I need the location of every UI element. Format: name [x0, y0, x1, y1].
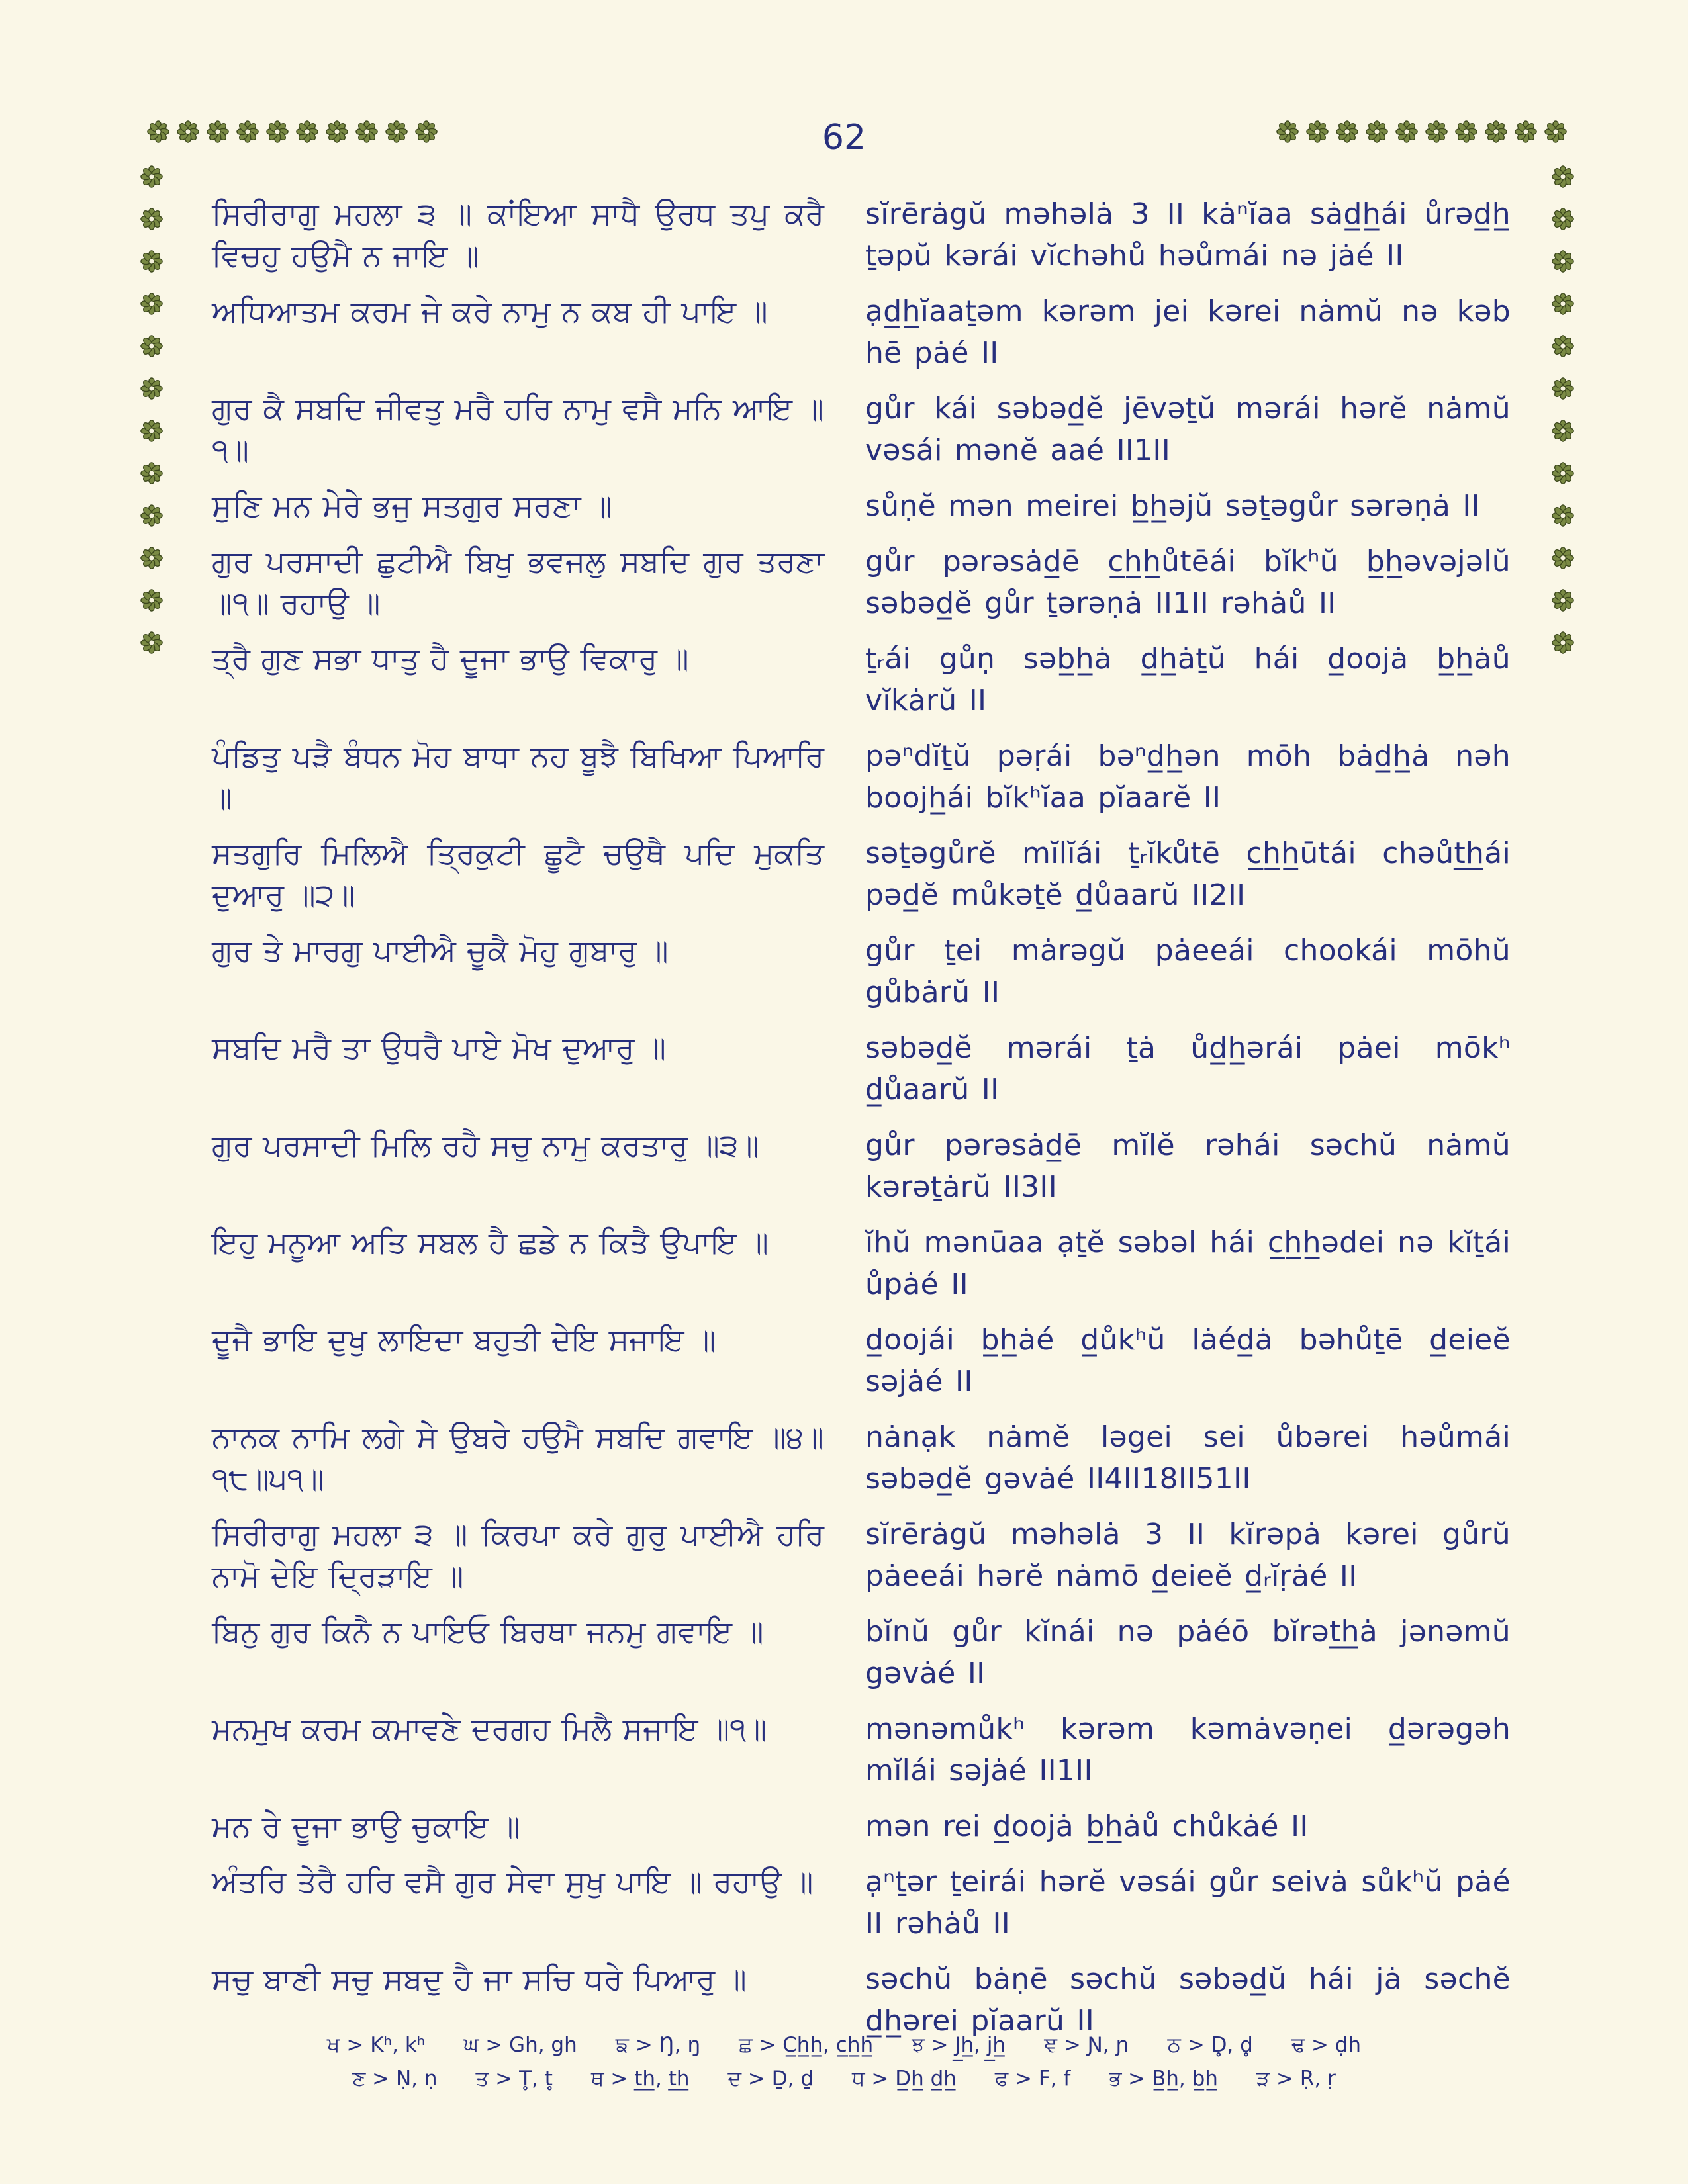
flower-ornament-icon: [326, 120, 348, 143]
legend-entry: ਤ > T̥, t̥: [475, 2067, 553, 2091]
flower-ornament-icon: [1366, 120, 1388, 143]
gurmukhi-verse: ਪੰਡਿਤੁ ਪੜੈ ਬੰਧਨ ਮੋਹ ਬਾਧਾ ਨਹ ਬੂਝੈ ਬਿਖਿਆ ਪਿਆਰਿ ॥: [212, 738, 824, 815]
gurmukhi-verse: ਇਹੁ ਮਨੂਆ ਅਤਿ ਸਬਲ ਹੈ ਛਡੇ ਨ ਕਿਤੈ ਉਪਾਇ ॥: [212, 1224, 769, 1260]
gurmukhi-verse: ਅੰਤਰਿ ਤੇਰੈ ਹਰਿ ਵਸੈ ਗੁਰ ਸੇਵਾ ਸੁਖੁ ਪਾਇ ॥ ਰਹਾਉ ॥: [212, 1864, 814, 1899]
flower-ornament-icon: [415, 120, 438, 143]
legend-entry: ਢ > ḍh: [1291, 2033, 1362, 2057]
verse-row: [212, 1222, 1511, 1305]
gurmukhi-verse: ਅਧਿਆਤਮ ਕਰਮ ਜੇ ਕਰੇ ਨਾਮੁ ਨ ਕਬ ਹੀ ਪਾਇ ॥: [212, 293, 768, 329]
ornament-row-top-left: [147, 120, 438, 143]
verse-row: [212, 541, 1511, 624]
legend-entry: ਖ > Kʰ, kʰ: [326, 2033, 426, 2057]
gurmukhi-verse: ਸਚੁ ਬਾਣੀ ਸਚੁ ਸਬਦੁ ਹੈ ਜਾ ਸਚਿ ਧਰੇ ਪਿਆਰੁ ॥: [212, 1961, 747, 1997]
verse-row: [212, 1124, 1511, 1208]
roman-transliteration: səbəd̲ĕ mərái ṯȧ ůd̲h̲ərái pȧei mōkʰ d̲ůaarŭ II: [865, 1031, 1511, 1107]
gurmukhi-verse: ਸਤਗੁਰਿ ਮਿਲਿਐ ਤ੍ਰਿਕੁਟੀ ਛੂਟੈ ਚਉਥੈ ਪਦਿ ਮੁਕਤਿ ਦੁਆਰੁ ॥੨॥: [212, 835, 824, 913]
gurmukhi-verse: ਗੁਰ ਤੇ ਮਾਰਗੁ ਪਾਈਐ ਚੂਕੈ ਮੋਹੁ ਗੁਬਾਰੁ ॥: [212, 933, 669, 968]
flower-ornament-icon: [1306, 120, 1329, 143]
gurmukhi-verse: ਸਬਦਿ ਮਰੈ ਤਾ ਉਧਰੈ ਪਾਏ ਮੋਖ ਦੁਆਰੁ ॥: [212, 1030, 666, 1066]
legend-row-2: [352, 2067, 1336, 2091]
roman-transliteration: ạⁿṯər ṯeirái hərĕ vəsái gůr seivȧ sůkʰŭ pȧé II rəhȧů II: [865, 1865, 1511, 1940]
flower-ornament-icon: [140, 165, 163, 188]
roman-transliteration: sĭrērȧgŭ məhəlȧ 3 II kĭrəpȧ kərei gůrŭ pȧeeái hərĕ nȧmō d̲eieĕ d̲ᵣĭṛȧé II: [865, 1518, 1511, 1593]
legend-entry: ਙ > Ŋ, ŋ: [615, 2033, 701, 2057]
ornament-row-top-right: [1276, 120, 1567, 143]
roman-transliteration: sůṇĕ mən meirei b̲h̲əjŭ səṯəgůr sərəṇȧ II: [865, 489, 1480, 523]
roman-transliteration: nȧnạk nȧmĕ ləgei sei ůbərei həůmái səbəd̲ĕ gəvȧé II4II18II51II: [865, 1420, 1511, 1496]
flower-ornament-icon: [1395, 120, 1418, 143]
flower-ornament-icon: [1552, 208, 1574, 230]
legend-entry: ਫ > F, f: [994, 2067, 1071, 2091]
page-number: 62: [821, 118, 867, 158]
legend-entry: ਦ > Ḏ, ḏ: [727, 2067, 814, 2091]
flower-ornament-icon: [1552, 250, 1574, 273]
flower-ornament-icon: [355, 120, 378, 143]
verse-row: [212, 193, 1511, 277]
flower-ornament-icon: [1552, 377, 1574, 400]
flower-ornament-icon: [1552, 293, 1574, 315]
flower-ornament-icon: [1552, 165, 1574, 188]
legend-entry: ਣ > Ṇ, ṇ: [352, 2067, 438, 2091]
verse-row: [212, 1319, 1511, 1402]
flower-ornament-icon: [140, 208, 163, 230]
verse-row: [212, 833, 1511, 916]
flower-ornament-icon: [1552, 335, 1574, 357]
legend-entry: ਠ > D̥, d̥: [1167, 2033, 1253, 2057]
verse-row: [212, 735, 1511, 819]
flower-ornament-icon: [236, 120, 259, 143]
gurmukhi-verse: ਗੁਰ ਕੈ ਸਬਦਿ ਜੀਵਤੁ ਮਰੈ ਹਰਿ ਨਾਮੁ ਵਸੈ ਮਨਿ ਆਇ ॥੧॥: [212, 390, 824, 468]
ornament-column-right: [1552, 165, 1574, 654]
verse-row: [212, 1027, 1511, 1111]
verse-row: [212, 1514, 1511, 1597]
gurmukhi-verse: ਮਨਮੁਖ ਕਰਮ ਕਮਾਵਣੇ ਦਰਗਹ ਮਿਲੈ ਸਜਾਇ ॥੧॥: [212, 1711, 767, 1747]
flower-ornament-icon: [140, 250, 163, 273]
flower-ornament-icon: [1544, 120, 1567, 143]
roman-transliteration: mənəmůkʰ kərəm kəmȧvəṇei d̲ərəgəh mĭlái səjȧé II1II: [865, 1712, 1511, 1788]
legend-entry: ਥ > t̲h̲, t̲h̲: [590, 2067, 690, 2091]
verse-row: [212, 1611, 1511, 1694]
flower-ornament-icon: [177, 120, 199, 143]
flower-ornament-icon: [1425, 120, 1448, 143]
flower-ornament-icon: [1552, 547, 1574, 569]
gurmukhi-verse: ਸੁਣਿ ਮਨ ਮੇਰੇ ਭਜੁ ਸਤਗੁਰ ਸਰਣਾ ॥: [212, 488, 613, 523]
legend-row-1: [327, 2033, 1361, 2058]
roman-transliteration: gůr kái səbəd̲ĕ jēvəṯŭ mərái hərĕ nȧmŭ vəsái mənĕ aaé II1II: [865, 392, 1511, 467]
legend-entry: ੜ > Ṛ, ṛ: [1256, 2067, 1336, 2091]
flower-ornament-icon: [140, 547, 163, 569]
verse-rows: [212, 193, 1511, 2056]
legend-entry: ਞ > Ɲ, ɲ: [1044, 2033, 1129, 2057]
flower-ornament-icon: [140, 420, 163, 442]
roman-transliteration: səchŭ bȧṇē səchŭ səbəd̲ŭ hái jȧ səchĕ d̲h̲ərei pĭaarŭ II: [865, 1962, 1511, 2038]
flower-ornament-icon: [1515, 120, 1537, 143]
flower-ornament-icon: [1552, 420, 1574, 442]
flower-ornament-icon: [1455, 120, 1477, 143]
flower-ornament-icon: [1552, 589, 1574, 612]
flower-ornament-icon: [207, 120, 229, 143]
flower-ornament-icon: [266, 120, 289, 143]
roman-transliteration: gůr pərəsȧd̲ē c̲h̲h̲ůtēái bĭkʰŭ b̲h̲əvəjəlŭ səbəd̲ĕ gůr ṯərəṇȧ II1II rəhȧů II: [865, 545, 1511, 620]
flower-ornament-icon: [140, 631, 163, 654]
ornament-column-left: [140, 165, 163, 654]
gurmukhi-verse: ਸਿਰੀਰਾਗੁ ਮਹਲਾ ੩ ॥ ਕਾਂਇਆ ਸਾਧੈ ਉਰਧ ਤਪੁ ਕਰੈ ਵਿਚਹੁ ਹਉਮੈ ਨ ਜਾਇ ॥: [212, 196, 824, 273]
flower-ornament-icon: [140, 589, 163, 612]
flower-ornament-icon: [296, 120, 318, 143]
verse-row: [212, 1861, 1511, 1944]
flower-ornament-icon: [1552, 504, 1574, 527]
roman-transliteration: gůr ṯei mȧrəgŭ pȧeeái chookái mōhŭ gůbȧrŭ II: [865, 934, 1511, 1009]
flower-ornament-icon: [140, 462, 163, 484]
legend-entry: ਘ > Gh, gh: [463, 2033, 577, 2057]
verse-row: [212, 388, 1511, 471]
legend-entry: ਭ > B̲h̲, b̲h̲: [1109, 2067, 1218, 2091]
flower-ornament-icon: [1276, 120, 1299, 143]
flower-ornament-icon: [140, 377, 163, 400]
verse-row: [212, 485, 1511, 527]
legend-entry: ਝ > J̲h̲, j̲h̲: [912, 2033, 1006, 2057]
flower-ornament-icon: [140, 335, 163, 357]
roman-transliteration: ṯᵣái gůṇ səb̲h̲ȧ d̲h̲ȧṯŭ hái d̲oojȧ b̲h̲ȧů vĭkȧrŭ II: [865, 642, 1511, 717]
gurmukhi-verse: ਗੁਰ ਪਰਸਾਦੀ ਛੁਟੀਐ ਬਿਖੁ ਭਵਜਲੁ ਸਬਦਿ ਗੁਰ ਤਰਣਾ ॥੧॥ ਰਹਾਉ ॥: [212, 543, 824, 621]
legend-entry: ਛ > C̲h̲h̲, c̲h̲h̲: [739, 2033, 874, 2057]
gurmukhi-verse: ਦੂਜੈ ਭਾਇ ਦੁਖੁ ਲਾਇਦਾ ਬਹੁਤੀ ਦੇਇ ਸਜਾਇ ॥: [212, 1322, 716, 1357]
flower-ornament-icon: [385, 120, 408, 143]
flower-ornament-icon: [147, 120, 169, 143]
roman-transliteration: pəⁿdĭṯŭ pəṛái bəⁿd̲h̲ən mōh bȧd̲h̲ȧ nəh boojh̲ái bĭkʰĭaa pĭaarĕ II: [865, 739, 1511, 815]
flower-ornament-icon: [140, 504, 163, 527]
roman-transliteration: d̲oojái b̲h̲ȧé d̲ůkʰŭ lȧéd̲ȧ bəhůṯē d̲eieĕ səjȧé II: [865, 1323, 1511, 1398]
gurmukhi-verse: ਗੁਰ ਪਰਸਾਦੀ ਮਿਲਿ ਰਹੈ ਸਚੁ ਨਾਮੁ ਕਰਤਾਰੁ ॥੩॥: [212, 1127, 759, 1163]
verse-row: [212, 1708, 1511, 1792]
roman-transliteration: ĭhŭ mənūaa ạṯĕ səbəl hái c̲h̲h̲ədei nə kĭṯái ůpȧé II: [865, 1226, 1511, 1301]
flower-ornament-icon: [1552, 462, 1574, 484]
roman-transliteration: səṯəgůrĕ mĭlĭái ṯᵣĭkůtē c̲h̲h̲ūtái chəůt̲h̲ái pəd̲ĕ můkəṯĕ d̲ůaarŭ II2II: [865, 837, 1511, 912]
roman-transliteration: mən rei d̲oojȧ b̲h̲ȧů chůkȧé II: [865, 1809, 1309, 1843]
flower-ornament-icon: [1485, 120, 1507, 143]
gurmukhi-verse: ਨਾਨਕ ਨਾਮਿ ਲਗੇ ਸੇ ਉਬਰੇ ਹਉਮੈ ਸਬਦਿ ਗਵਾਇ ॥੪॥੧੮॥੫੧॥: [212, 1419, 824, 1496]
roman-transliteration: ạd̲h̲ĭaaṯəm kərəm jei kərei nȧmŭ nə kəb hē pȧé II: [865, 295, 1511, 370]
verse-row: [212, 1958, 1511, 2042]
flower-ornament-icon: [140, 293, 163, 315]
verse-row: [212, 930, 1511, 1013]
roman-transliteration: sĭrērȧgŭ məhəlȧ 3 II kȧⁿĭaa sȧd̲h̲ái ůrəd̲h̲ ṯəpŭ kərái vĭchəhů həůmái nə jȧé II: [865, 197, 1511, 273]
roman-transliteration: gůr pərəsȧd̲ē mĭlĕ rəhái səchŭ nȧmŭ kərəṯȧrŭ II3II: [865, 1128, 1511, 1204]
gurmukhi-verse: ਮਨ ਰੇ ਦੂਜਾ ਭਾਉ ਚੁਕਾਇ ॥: [212, 1808, 520, 1844]
flower-ornament-icon: [1336, 120, 1358, 143]
flower-ornament-icon: [1552, 631, 1574, 654]
roman-transliteration: bĭnŭ gůr kĭnái nə pȧéō bĭrət̲h̲ȧ jənəmŭ gəvȧé II: [865, 1615, 1511, 1690]
verse-row: [212, 638, 1511, 721]
gurmukhi-verse: ਬਿਨੁ ਗੁਰ ਕਿਨੈ ਨ ਪਾਇਓ ਬਿਰਥਾ ਜਨਮੁ ਗਵਾਇ ॥: [212, 1614, 764, 1649]
gurmukhi-verse: ਤ੍ਰੈ ਗੁਣ ਸਭਾ ਧਾਤੁ ਹੈ ਦੂਜਾ ਭਾਉ ਵਿਕਾਰੁ ॥: [212, 641, 689, 676]
verse-row: [212, 1416, 1511, 1500]
gurmukhi-verse: ਸਿਰੀਰਾਗੁ ਮਹਲਾ ੩ ॥ ਕਿਰਪਾ ਕਰੇ ਗੁਰੁ ਪਾਈਐ ਹਰਿ ਨਾਮੋ ਦੇਇ ਦ੍ਰਿੜਾਇ ॥: [212, 1516, 824, 1594]
verse-row: [212, 291, 1511, 374]
legend-entry: ਧ > D̲h̲ d̲h̲: [852, 2067, 957, 2091]
verse-row: [212, 1805, 1511, 1847]
pronunciation-legend: [0, 2033, 1688, 2091]
